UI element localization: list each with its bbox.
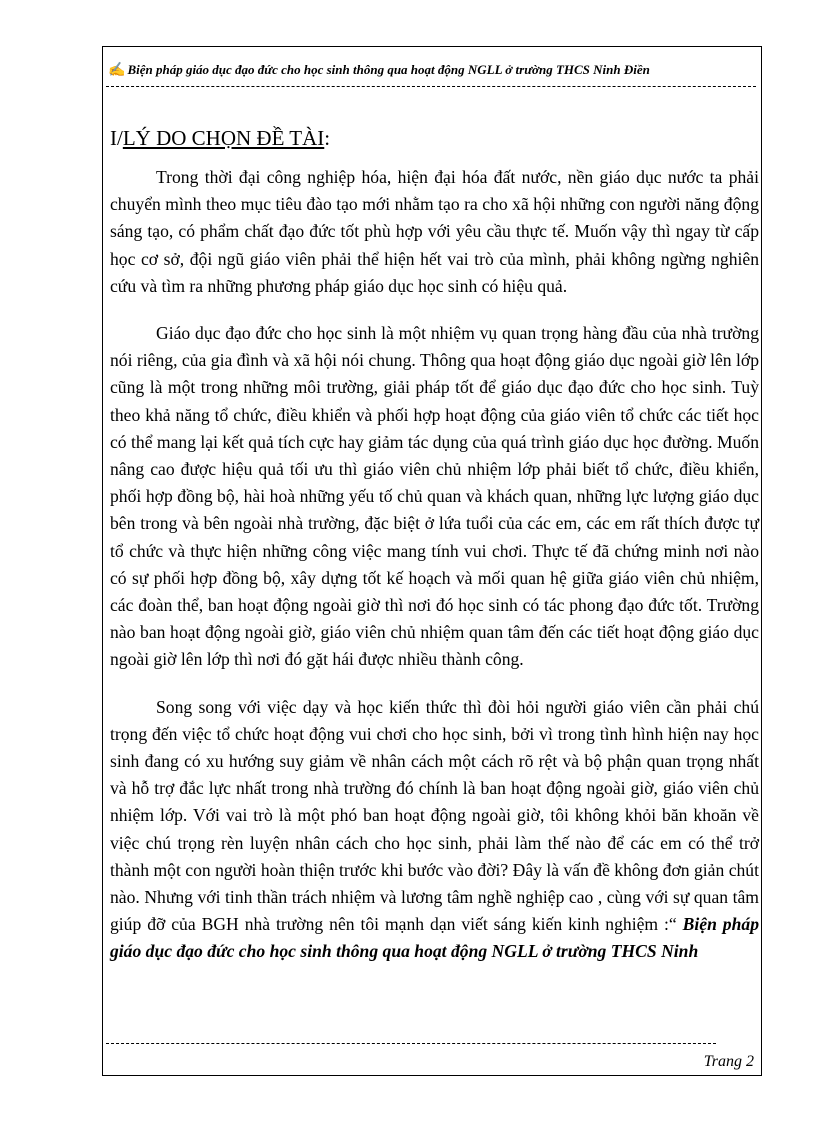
header-text: Biện pháp giáo dục đạo đức cho học sinh thông qua hoạt động NGLL ở trường THCS Ninh Điền <box>127 62 650 77</box>
page-number: Trang 2 <box>703 1053 754 1070</box>
body-text <box>110 164 759 966</box>
pen-icon: ✍ <box>108 63 126 78</box>
paragraph-1: Trong thời đại công nghiệp hóa, hiện đại hóa đất nước, nền giáo dục nước ta phải chuyển mình theo mục tiêu đào tạo mới nhằm tạo ra cho xã hội những con người năng động sáng tạo, có phẩm chất đạo đức tốt phù hợp với yêu cầu thực tế. Muốn vậy thì ngay từ cấp học cơ sở, đội ngũ giáo viên phải thể hiện hết vai trò của mình, phải không ngừng nghiên cứu và tìm ra những phương pháp giáo dục học sinh có hiệu quả. <box>110 167 759 296</box>
section-heading: LÝ DO CHỌN ĐỀ TÀI <box>122 126 325 150</box>
header-divider <box>106 86 756 87</box>
paragraph-3-emphasis: Biện pháp giáo dục đạo đức cho học sinh thông qua hoạt động NGLL ở trường THCS Ninh <box>110 914 759 962</box>
section-number: I/ <box>110 126 123 150</box>
footer-divider <box>106 1043 716 1044</box>
paragraph-3 <box>110 694 759 966</box>
paragraph-3-text: Song song với việc dạy và học kiến thức thì đòi hỏi người giáo viên cần phải chú trọng đến việc tổ chức hoạt động vui chơi cho học sinh, bởi vì trong tình hình hiện nay học sinh đang có xu hướng suy giảm về nhân cách một cách rõ rệt và bộ phận quan trọng nhất và hỗ trợ đắc lực nhất trong nhà trường đó chính là ban hoạt động ngoài giờ, giáo viên chủ nhiệm lớp. Với vai trò là một phó ban hoạt động ngoài giờ, tôi không khỏi băn khoăn về việc chú trọng rèn luyện nhân cách cho học sinh, phải làm thế nào để các em có thể trở thành một con người hoàn thiện trước khi bước vào đời? Đây là vấn đề không đơn giản chút nào. Nhưng với tinh thần trách nhiệm và lương tâm nghề nghiệp cao , cùng với sự quan tâm giúp đỡ của BGH nhà trường nên tôi mạnh dạn viết sáng kiến kinh nghiệm :“ <box>110 696 759 935</box>
paragraph-2: Giáo dục đạo đức cho học sinh là một nhiệm vụ quan trọng hàng đầu của nhà trường nói riêng, của gia đình và xã hội nói chung. Thông qua hoạt động giáo dục ngoài giờ lên lớp cũng là một trong những môi trường, giải pháp tốt để giáo dục đạo đức cho học sinh. Tuỳ theo khả năng tổ chức, điều khiển và phối hợp hoạt động của giáo viên tổ chức các tiết học có thể mang lại kết quả tích cực hay giảm tác dụng của quá trình giáo dục học đường. Muốn nâng cao được hiệu quả tối ưu thì giáo viên chủ nhiệm lớp phải biết tổ chức, điều khiển, phối hợp đồng bộ, hài hoà những yếu tố chủ quan và khách quan, những lực lượng giáo dục bên trong và bên ngoài nhà trường, đặc biệt ở lứa tuổi của các em, các em rất thích được tự tổ chức và thực hiện những công việc mang tính vui chơi. Thực tế đã chứng minh nơi nào có sự phối hợp đồng bộ, xây dựng tốt kế hoạch và mối quan hệ giữa giáo viên chủ nhiệm, các đoàn thể, ban hoạt động ngoài giờ thì nơi đó học sinh có tác phong đạo đức tốt. Trường nào ban hoạt động ngoài giờ, giáo viên chủ nhiệm quan tâm đến các tiết hoạt động giáo dục ngoài giờ lên lớp thì nơi đó gặt hái được nhiều thành công. <box>110 323 759 670</box>
running-header <box>108 62 758 79</box>
section-colon: : <box>324 126 331 150</box>
section-title <box>110 126 330 151</box>
